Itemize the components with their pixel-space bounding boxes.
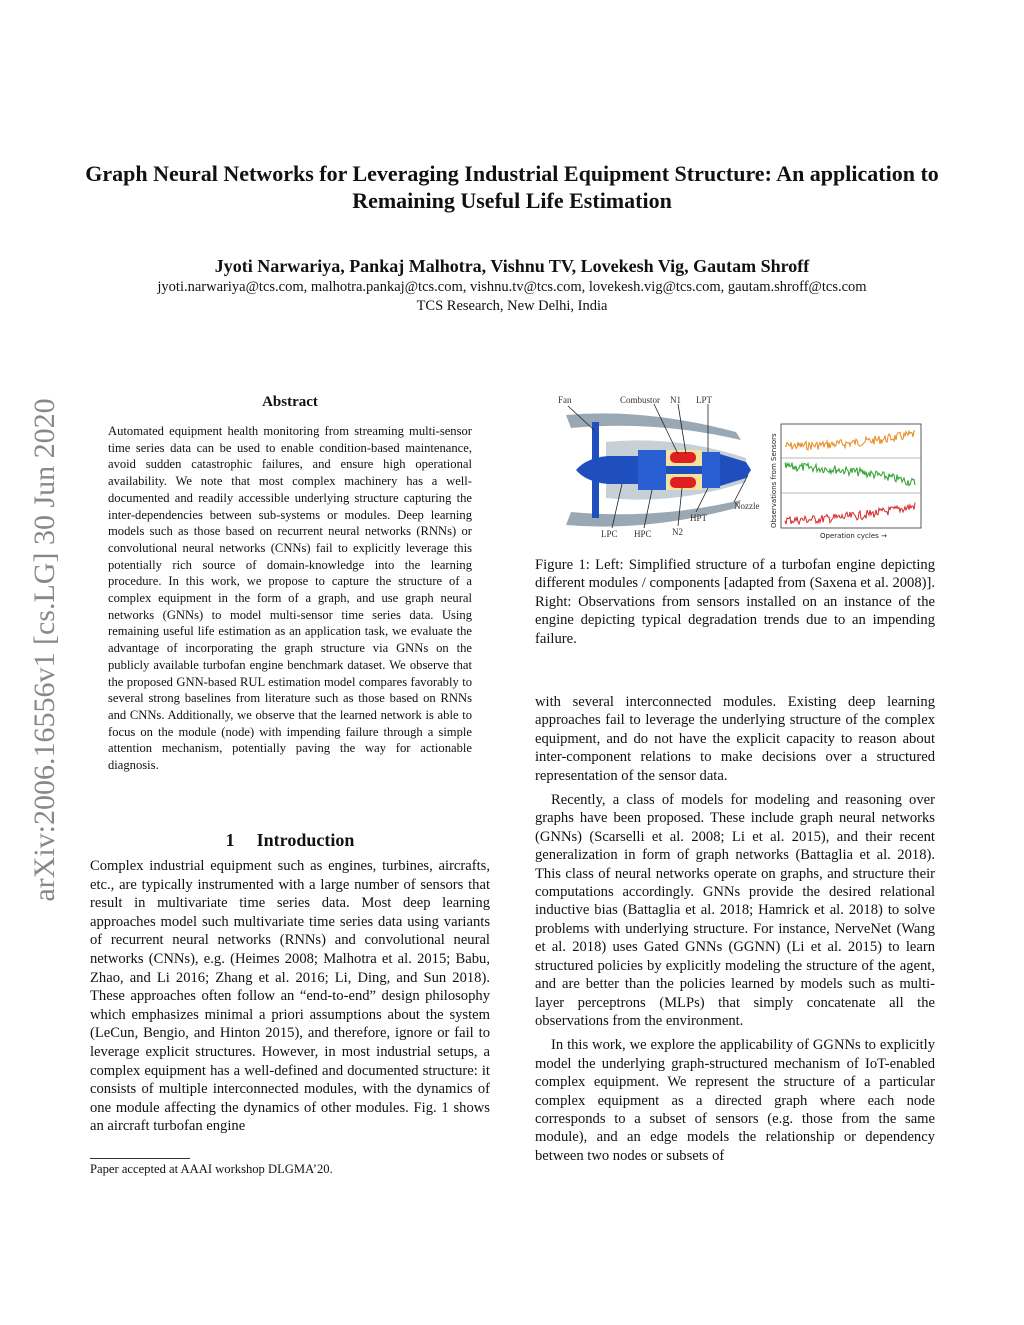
label-hpc: HPC [634, 529, 652, 539]
right-paragraph-3: In this work, we explore the applicability of GGNNs to explicitly model the underlying graph-structured mechanism of IoT-enabled complex equipment. We represent the structure of a particular complex equipment as a directed graph where each node corresponds to a subset of sensors (e.g. those from the same module), and an edge models the relationship or dependency between two nodes or subsets of [535, 1037, 935, 1164]
label-n2: N2 [672, 527, 683, 537]
label-combustor: Combustor [620, 395, 661, 405]
spinner [576, 456, 608, 484]
right-column [535, 693, 935, 1171]
right-paragraph-1: with several interconnected modules. Existing deep learning approaches fail to leverage the underlying structure of the complex equipment, and do not have the explicit capacity to reason about inter-component relations to make decisions over a structured representation of the sensor data. [535, 694, 935, 784]
label-hpt: HPT [690, 513, 708, 523]
plot-xlabel: Operation cycles → [820, 532, 887, 540]
label-n1: N1 [670, 395, 681, 405]
sensor-observation-plots [781, 424, 921, 528]
introduction-text: Complex industrial equipment such as engines, turbines, aircrafts, etc., are typically instrumented with a large number of sensors that result in multivariate time series data. Most deep learning approaches model such multivariate time series data using variants of recurrent neural networks (RNNs) and convolutional neural networks (CNNs), e.g. (Heimes 2008; Malhotra et al. 2015; Babu, Zhao, and Li 2016; Zhang et al. 2016; Li, Ding, and Sun 2018). These approaches often follow an “end-to-end” design philosophy which emphasizes minimal a priori assumptions about the system (LeCun, Bengio, and Hinton 2015), and therefore, ignore or fail to leverage explicit structures. However, in most industrial setups, a complex equipment has a well-defined and documented structure: it consists of multiple interconnected modules, with the dynamics of one module affecting the dynamics of other modules. Fig. 1 shows an aircraft turbofan engine [90, 858, 490, 1135]
lpt-nozzle [720, 454, 751, 486]
affiliation: TCS Research, New Delhi, India [416, 298, 608, 314]
hpt-block [702, 452, 720, 488]
section-title: Introduction [256, 830, 355, 850]
lpc-block [608, 456, 638, 484]
abstract-heading: Abstract [262, 394, 318, 410]
figure-1-caption: Figure 1: Left: Simplified structure of a turbofan engine depicting different modules / components [adapted from (Saxena et al. 2008)]. Right: Observations from sensors installed on an instance of the engine depicting typical degradation trends due to an impending failure. [535, 557, 935, 647]
combustor-top [670, 452, 696, 463]
shaft [666, 466, 706, 474]
author-emails: jyoti.narwariya@tcs.com, malhotra.pankaj@tcs.com, vishnu.tv@tcs.com, lovekesh.vig@tcs.com, gautam.shroff@tcs.com [157, 279, 867, 295]
paper-title: Graph Neural Networks for Leveraging Industrial Equipment Structure: An application to Remaining Useful Life Estimation [85, 161, 939, 213]
combustor-bottom [670, 477, 696, 488]
arxiv-watermark: arXiv:2006.16556v1 [cs.LG] 30 Jun 2020 [28, 398, 61, 902]
plot-ylabel: Observations from Sensors [770, 433, 778, 528]
figure-1-graphic [536, 390, 936, 550]
section-heading-introduction [90, 830, 490, 851]
label-lpc: LPC [601, 529, 618, 539]
label-fan: Fan [558, 395, 572, 405]
hpc-block [638, 450, 666, 490]
label-nozzle: Nozzle [734, 501, 760, 511]
author-list: Jyoti Narwariya, Pankaj Malhotra, Vishnu TV, Lovekesh Vig, Gautam Shroff [214, 256, 810, 276]
label-lpt: LPT [696, 395, 713, 405]
figure-1 [536, 390, 936, 550]
turbofan-engine-diagram [566, 404, 751, 528]
right-paragraph-2: Recently, a class of models for modeling and reasoning over graphs have been proposed. These include graph neural networks (GNNs) (Scarselli et al. 2008; Li et al. 2015), and their recent generalization in form of graph networks (Battaglia et al. 2018). This class of neural networks operate on graphs, and structure their computations accordingly. GNNs provide the desired relational inductive bias (Battaglia et al. 2018; Hamrick et al. 2018) to solve problems with underlying structure. For instance, NerveNet (Wang et al. 2018) uses Gated GNNs (GGNN) (Li et al. 2015) to learn structured policies by explicitly modeling the structure of the agent, and are better than the policies learned by models such as multi-layer perceptrons (MLPs) that simply concatenate all the observations from the environment. [535, 792, 935, 1029]
footnote-rule [90, 1158, 190, 1159]
footnote: Paper accepted at AAAI workshop DLGMA’20. [90, 1162, 333, 1176]
abstract-text: Automated equipment health monitoring from streaming multi-sensor time series data can be used to enable condition-based maintenance, avoid sudden catastrophic failures, and ensure high operational availability. We note that most complex machinery has a well-documented and readily accessible underlying structure capturing the inter-dependencies between sub-systems or modules. Deep learning models such as those based on recurrent neural networks (RNNs) or convolutional neural networks (CNNs) fail to explicitly leverage this potentially rich source of domain-knowledge into the learning procedure. In this work, we propose to capture the structure of a complex equipment in the form of a graph, and use graph neural networks (GNNs) to model multi-sensor time series data. Using remaining useful life estimation as an application task, we evaluate the advantage of incorporating the graph structure via GNNs on the publicly available turbofan engine benchmark dataset. We observe that the proposed GNN-based RUL estimation model compares favorably to several strong baselines from literature such as those based on RNNs and CNNs. Additionally, we observe that the learned network is able to focus on the module (node) with impending failure through a simple attention mechanism, potentially paving the way for actionable diagnosis. [108, 424, 472, 773]
section-number: 1 [225, 830, 235, 850]
